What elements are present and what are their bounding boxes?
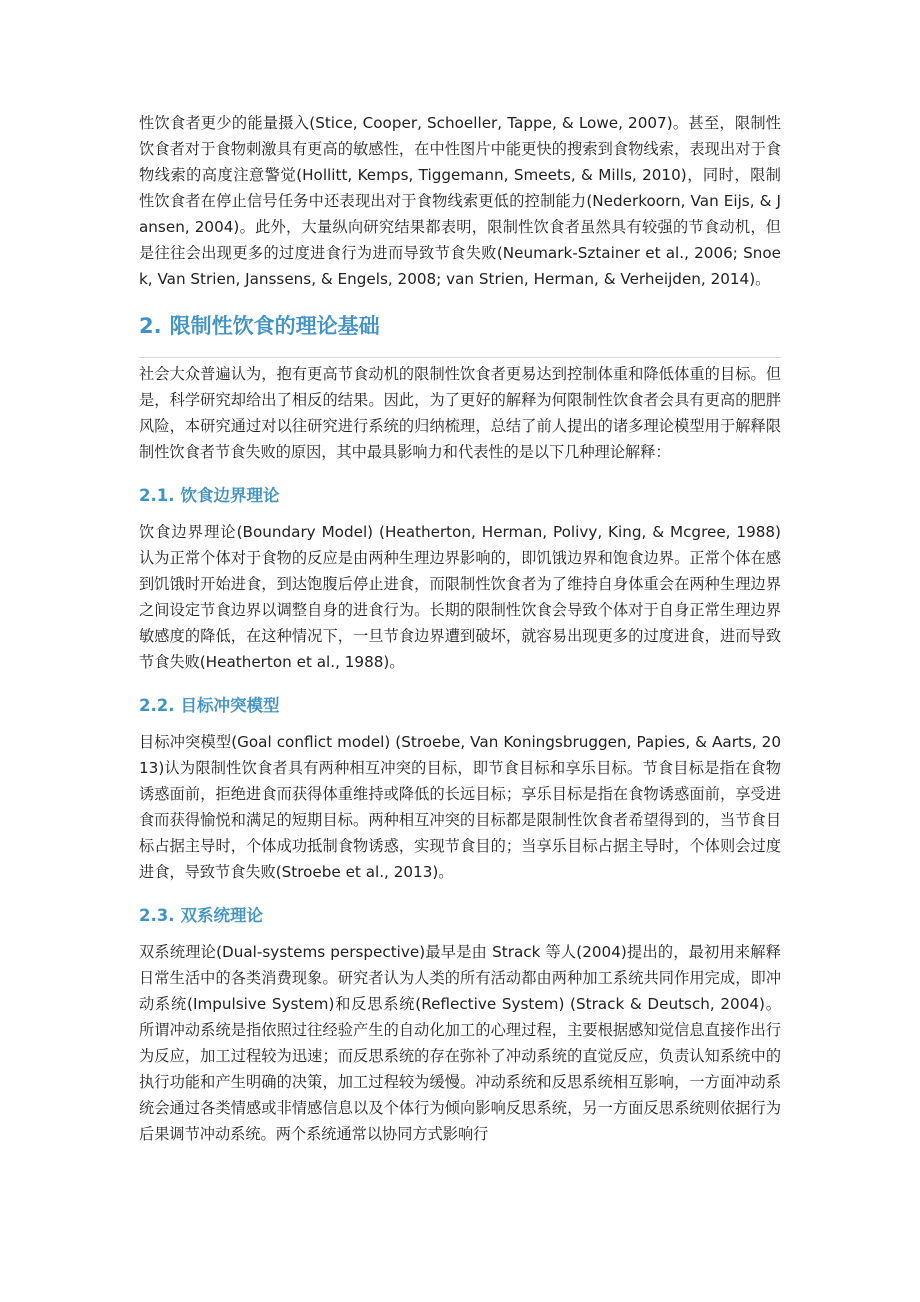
subsection-title: 饮食边界理论 xyxy=(180,486,280,505)
section-heading-2 xyxy=(139,309,781,358)
section-title: 限制性饮食的理论基础 xyxy=(169,314,380,338)
subsection-number: 2.1. xyxy=(139,486,175,505)
subsection-number: 2.3. xyxy=(139,906,175,925)
subsection-heading-2-3 xyxy=(139,903,781,929)
subsection-2-2-paragraph: 目标冲突模型(Goal conflict model) (Stroebe, Van Koningsbruggen, Papies, & Aarts, 2013)认为限制性饮食者具有两种相互冲突的目标，即节食目标和享乐目标。节食目标是指在食物诱惑面前，拒绝进食而获得体重维持或降低的长远目标；享乐目标是指在食物诱惑面前，享受进食而获得愉悦和满足的短期目标。两种相互冲突的目标都是限制性饮食者希望得到的，当节食目标占据主导时，个体成功抵制食物诱惑，实现节食目的；当享乐目标占据主导时，个体则会过度进食，导致节食失败(Stroebe et al., 2013)。 xyxy=(139,733,781,881)
subsection-2-1-paragraph: 饮食边界理论(Boundary Model) (Heatherton, Herman, Polivy, King, & Mcgree, 1988)认为正常个体对于食物的反应是由两种生理边界影响的，即饥饿边界和饱食边界。正常个体在感到饥饿时开始进食，到达饱腹后停止进食，而限制性饮食者为了维持自身体重会在两种生理边界之间设定节食边界以调整自身的进食行为。长期的限制性饮食会导致个体对于自身正常生理边界敏感度的降低，在这种情况下，一旦节食边界遭到破坏，就容易出现更多的过度进食，进而导致节食失败(Heatherton et al., 1988)。 xyxy=(139,523,781,671)
section-number: 2. xyxy=(139,314,162,338)
subsection-number: 2.2. xyxy=(139,696,175,715)
section-2-paragraph: 社会大众普遍认为，抱有更高节食动机的限制性饮食者更易达到控制体重和降低体重的目标。但是，科学研究却给出了相反的结果。因此，为了更好的解释为何限制性饮食者会具有更高的肥胖风险，本研究通过对以往研究进行系统的归纳梳理，总结了前人提出的诸多理论模型用于解释限制性饮食者节食失败的原因，其中最具影响力和代表性的是以下几种理论解释： xyxy=(139,365,781,461)
subsection-title: 双系统理论 xyxy=(180,906,263,925)
intro-paragraph: 性饮食者更少的能量摄入(Stice, Cooper, Schoeller, Tappe, & Lowe, 2007)。甚至，限制性饮食者对于食物刺激具有更高的敏感性，在中性图片中能更快的搜索到食物线索，表现出对于食物线索的高度注意警觉(Hollitt, Kemps, Tiggemann, Smeets, & Mills, 2010)，同时，限制性饮食者在停止信号任务中还表现出对于食物线索更低的控制能力(Nederkoorn, Van Eijs, & Jansen, 2004)。此外，大量纵向研究结果都表明，限制性饮食者虽然具有较强的节食动机，但是往往会出现更多的过度进食行为进而导致节食失败(Neumark-Sztainer et al., 2006; Snoek, Van Strien, Janssens, & Engels, 2008; van Strien, Herman, & Verheijden, 2014)。 xyxy=(139,114,781,288)
subsection-heading-2-2 xyxy=(139,693,781,719)
subsection-title: 目标冲突模型 xyxy=(180,696,280,715)
subsection-2-3-paragraph: 双系统理论(Dual-systems perspective)最早是由 Strack 等人(2004)提出的，最初用来解释日常生活中的各类消费现象。研究者认为人类的所有活动都由两种加工系统共同作用完成，即冲动系统(Impulsive System)和反思系统(Reflective System) (Strack & Deutsch, 2004)。所谓冲动系统是指依照过往经验产生的自动化加工的心理过程，主要根据感知觉信息直接作出行为反应，加工过程较为迅速；而反思系统的存在弥补了冲动系统的直觉反应，负责认知系统中的执行功能和产生明确的决策，加工过程较为缓慢。冲动系统和反思系统相互影响，一方面冲动系统会通过各类情感或非情感信息以及个体行为倾向影响反思系统，另一方面反思系统则依据行为后果调节冲动系统。两个系统通常以协同方式影响行 xyxy=(139,943,781,1143)
subsection-heading-2-1 xyxy=(139,483,781,509)
document-page xyxy=(139,110,781,1147)
